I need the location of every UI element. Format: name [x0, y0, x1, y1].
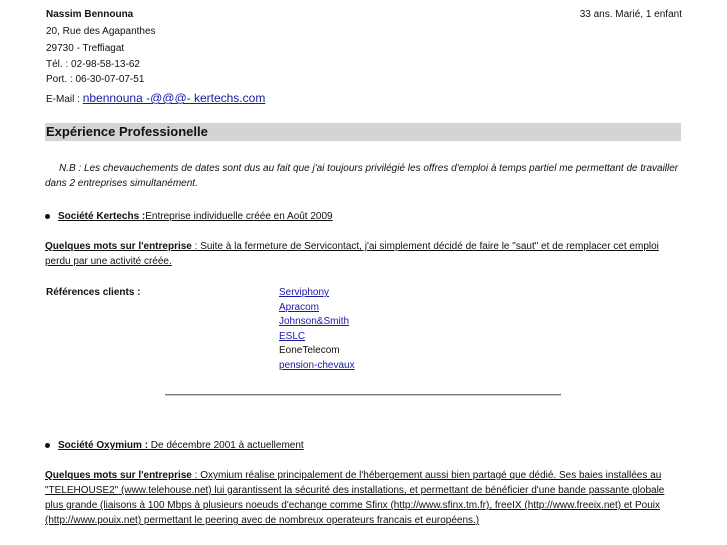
keywords-text: : Suite à la fermeture de Servicontact, j'ai simplement décidé de faire le "saut" et de remplacer cet emploi perdu par une activité créée. [45, 241, 659, 267]
address-line1: 20, Rue des Agapanthes [46, 26, 156, 37]
bullet-icon [45, 214, 50, 219]
company-label: Société Oxymium : [58, 440, 149, 451]
email-label: E-Mail : [46, 94, 80, 105]
personal-status: 33 ans. Marié, 1 enfant [579, 9, 682, 20]
phone-number: Tél. : 02-98-58-13-62 [46, 59, 140, 70]
client-link[interactable]: pension-chevaux [279, 360, 355, 371]
section-note: N.B : Les chevauchements de dates sont dus au fait que j'ai toujours privilégié les offres d'emploi à temps partiel me permettant de travailler dans 2 entreprises simultanément. [45, 163, 679, 189]
company-desc: De décembre 2001 à actuellement [148, 440, 304, 451]
clients-label: Références clients : [46, 287, 141, 298]
horizontal-divider [165, 394, 561, 396]
client-name: EoneTelecom [279, 345, 340, 356]
email-row [46, 91, 265, 105]
oxymium-keywords [45, 468, 683, 528]
company-desc: Entreprise individuelle créée en Août 2009 [145, 211, 333, 222]
mobile-number: Port. : 06-30-07-07-51 [46, 74, 145, 85]
candidate-name: Nassim Bennouna [46, 9, 134, 20]
keywords-text: : Oxymium réalise principalement de l'hébergement aussi bien partagé que dédié. Ses baies installées au "TELEHOUSE2" (www.telehouse.net) lui garantissent la sécurité des installations, et permettant de bénéficier d'une bande passante globale plus grande (liaisons à 100 Mbps à plusieurs noeuds d'echange comme Sfinx (http://www.sfinx.tm.fr), freeIX (http://www.freeix.net) et Pouix (http://www.pouix.net) permettant le peering avec de nombreux operateurs francais et européens.) [45, 470, 665, 526]
client-link[interactable]: Serviphony [279, 287, 330, 298]
client-link[interactable]: Apracom [279, 302, 320, 313]
email-link[interactable]: nbennouna -@@@- kertechs.com [82, 91, 266, 105]
company-kertechs [58, 211, 333, 222]
section-title: Expérience Professionelle [46, 124, 208, 139]
address-line2: 29730 - Treffiagat [46, 43, 125, 54]
bullet-icon [45, 443, 50, 448]
company-label: Société Kertechs : [58, 211, 146, 222]
keywords-label: Quelques mots sur l'entreprise [45, 470, 192, 481]
company-oxymium [58, 440, 304, 451]
client-link[interactable]: Johnson&Smith [279, 316, 350, 327]
keywords-label: Quelques mots sur l'entreprise [45, 241, 192, 252]
client-link[interactable]: ESLC [279, 331, 306, 342]
kertechs-keywords [45, 239, 683, 269]
